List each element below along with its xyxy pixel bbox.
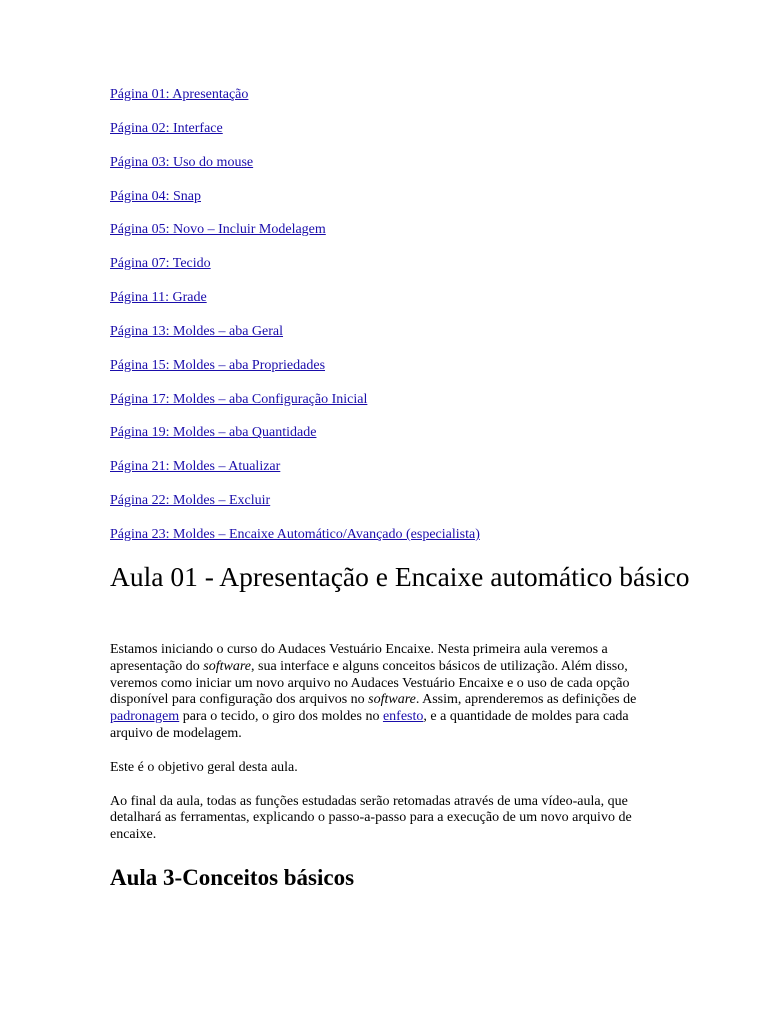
- closing-paragraph: Ao final da aula, todas as funções estudadas serão retomadas através de uma vídeo-aula, que detalhará as ferramentas, explicando o passo-a-passo para a execução de um novo arquivo de encaixe.: [110, 793, 632, 843]
- lesson-body: [110, 642, 658, 861]
- toc-link-pagina-03[interactable]: Página 03: Uso do mouse: [110, 154, 254, 170]
- toc-link-pagina-22[interactable]: Página 22: Moldes – Excluir: [110, 493, 271, 509]
- software-term: software: [368, 692, 416, 708]
- toc-item: [110, 492, 480, 526]
- toc-link-pagina-17[interactable]: Página 17: Moldes – aba Configuração Inicial: [110, 391, 368, 407]
- table-of-contents: [110, 86, 480, 560]
- toc-item: [110, 188, 480, 222]
- toc-item: [110, 323, 480, 357]
- toc-link-pagina-04[interactable]: Página 04: Snap: [110, 188, 201, 204]
- toc-item: [110, 255, 480, 289]
- toc-item: [110, 424, 480, 458]
- intro-text-2: , sua interface e alguns conceitos básicos de utilização. Além disso, veremos como iniciar um novo arquivo no Audaces Vestuário Encaixe e o uso de cada opção disponível para configuração dos arquivos no: [110, 658, 630, 708]
- intro-text-1: Estamos iniciando o curso do Audaces Vestuário Encaixe. Nesta primeira aula veremos a apresentação do: [110, 642, 608, 674]
- toc-link-pagina-19[interactable]: Página 19: Moldes – aba Quantidade: [110, 425, 317, 441]
- intro-text-5: , e a quantidade de moldes para cada arquivo de modelagem.: [110, 709, 629, 741]
- toc-item: [110, 526, 480, 560]
- toc-link-pagina-21[interactable]: Página 21: Moldes – Atualizar: [110, 459, 281, 475]
- enfesto-link[interactable]: enfesto: [382, 709, 424, 725]
- toc-link-pagina-13[interactable]: Página 13: Moldes – aba Geral: [110, 323, 284, 339]
- toc-item: [110, 154, 480, 188]
- toc-item: [110, 458, 480, 492]
- toc-item: [110, 221, 480, 255]
- objective-paragraph: Este é o objetivo geral desta aula.: [110, 759, 298, 775]
- lesson-heading: Aula 01 - Apresentação e Encaixe automático básico: [110, 561, 690, 592]
- toc-link-pagina-07[interactable]: Página 07: Tecido: [110, 256, 211, 272]
- toc-item: [110, 391, 480, 425]
- intro-text-4: para o tecido, o giro dos moldes no: [179, 709, 383, 725]
- section-heading: Aula 3-Conceitos básicos: [110, 865, 355, 890]
- toc-link-pagina-02[interactable]: Página 02: Interface: [110, 120, 223, 136]
- intro-paragraph: [110, 642, 658, 743]
- toc-item: [110, 357, 480, 391]
- software-term: software: [203, 658, 252, 674]
- toc-item: [110, 289, 480, 323]
- toc-link-pagina-23[interactable]: Página 23: Moldes – Encaixe Automático/Avançado (especialista): [110, 526, 480, 542]
- toc-link-pagina-11[interactable]: Página 11: Grade: [110, 290, 207, 306]
- toc-link-pagina-01[interactable]: Página 01: Apresentação: [110, 87, 249, 102]
- padronagem-link[interactable]: padronagem: [110, 709, 180, 725]
- intro-text-3: . Assim, aprenderemos as definições de: [415, 692, 637, 708]
- toc-item: [110, 86, 480, 120]
- toc-link-pagina-05[interactable]: Página 05: Novo – Incluir Modelagem: [110, 222, 326, 238]
- toc-item: [110, 120, 480, 154]
- toc-link-pagina-15[interactable]: Página 15: Moldes – aba Propriedades: [110, 357, 326, 373]
